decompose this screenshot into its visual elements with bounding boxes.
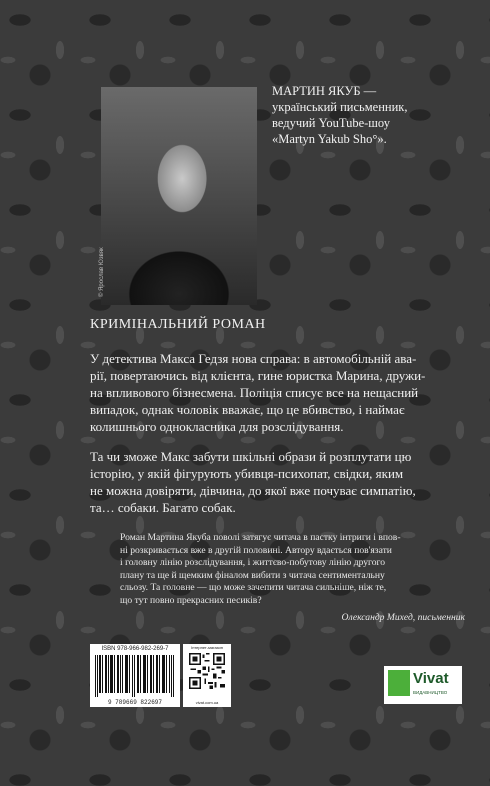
- blurb-line: і головну лінію розслідування, і життєво-побутову лінію другого: [120, 557, 386, 569]
- book-description: [90, 350, 457, 516]
- blurb-line: сльозу. Та головне — що може зачепити читача сильніше, ніж те,: [120, 582, 387, 594]
- description-line: Та чи зможе Макс забути шкільні образи й розплутати цю: [90, 449, 412, 464]
- blurb-line: плану та ще й щемким фіналом вибити з читача сентиментальну: [120, 569, 385, 581]
- author-bio: [272, 83, 477, 147]
- publisher-logo: [384, 666, 462, 704]
- qr-caption-top: Інтернет-магазин: [191, 645, 223, 650]
- qr-caption-bottom: vivat.com.ua: [195, 700, 219, 705]
- description-paragraph-1: [90, 350, 457, 435]
- publisher-name: Vivat: [413, 670, 449, 687]
- description-line: У детектива Макса Гедзя нова справа: в автомобільній ава-: [90, 351, 417, 366]
- description-line: колишнього однокласника для розслідування.: [90, 419, 344, 434]
- barcode-number: 9 789669 822697: [107, 699, 162, 706]
- publisher-subtitle: ВИДАВНИЦТВО: [413, 690, 448, 695]
- review-blurb: [120, 532, 465, 624]
- qr-code[interactable]: [183, 644, 231, 707]
- leaf-icon: [388, 670, 410, 696]
- description-line: на впливового бізнесмена. Поліція списує все на нещасний: [90, 385, 419, 400]
- blurb-line: ні розкривається вже в другій половині. Автору вдається пов'язати: [120, 544, 392, 556]
- author-bio-line: «Martyn Yakub Sho°».: [272, 132, 387, 146]
- author-bio-line: МАРТИН ЯКУБ —: [272, 84, 377, 98]
- author-bio-line: український письменник,: [272, 100, 408, 114]
- blurb-line: що тут повно прекрасних песиків?: [120, 594, 262, 606]
- author-bio-line: ведучий YouTube-шоу: [272, 116, 390, 130]
- genre-label: КРИМІНАЛЬНИЙ РОМАН: [90, 317, 266, 332]
- description-line: історію, у якій фігурують убивця-психопат, свідки, яким: [90, 466, 404, 481]
- author-photo: [101, 87, 257, 305]
- barcode-bars: [95, 655, 175, 697]
- photo-credit: © Ярослав Юзвяк: [99, 247, 105, 297]
- qr-code-icon: [189, 653, 225, 689]
- blurb-line: Роман Мартина Якуба поволі затягує читача в пастку інтриги і впов-: [120, 532, 401, 543]
- description-paragraph-2: [90, 448, 457, 516]
- description-line: випадок, однак чоловік вважає, що це вбивство, і наймає: [90, 402, 405, 417]
- description-line: рії, повертаючись від клієнта, гине юристка Марина, дружи-: [90, 368, 426, 383]
- blurb-signature: Олександр Михед, письменник: [341, 611, 465, 623]
- description-line: та… собаки. Багато собак.: [90, 500, 236, 515]
- description-line: не можна довіряти, дівчина, до якої вже почуває симпатію,: [90, 483, 416, 498]
- isbn-label: ISBN 978-966-982-269-7: [101, 646, 169, 652]
- isbn-barcode: [90, 644, 180, 707]
